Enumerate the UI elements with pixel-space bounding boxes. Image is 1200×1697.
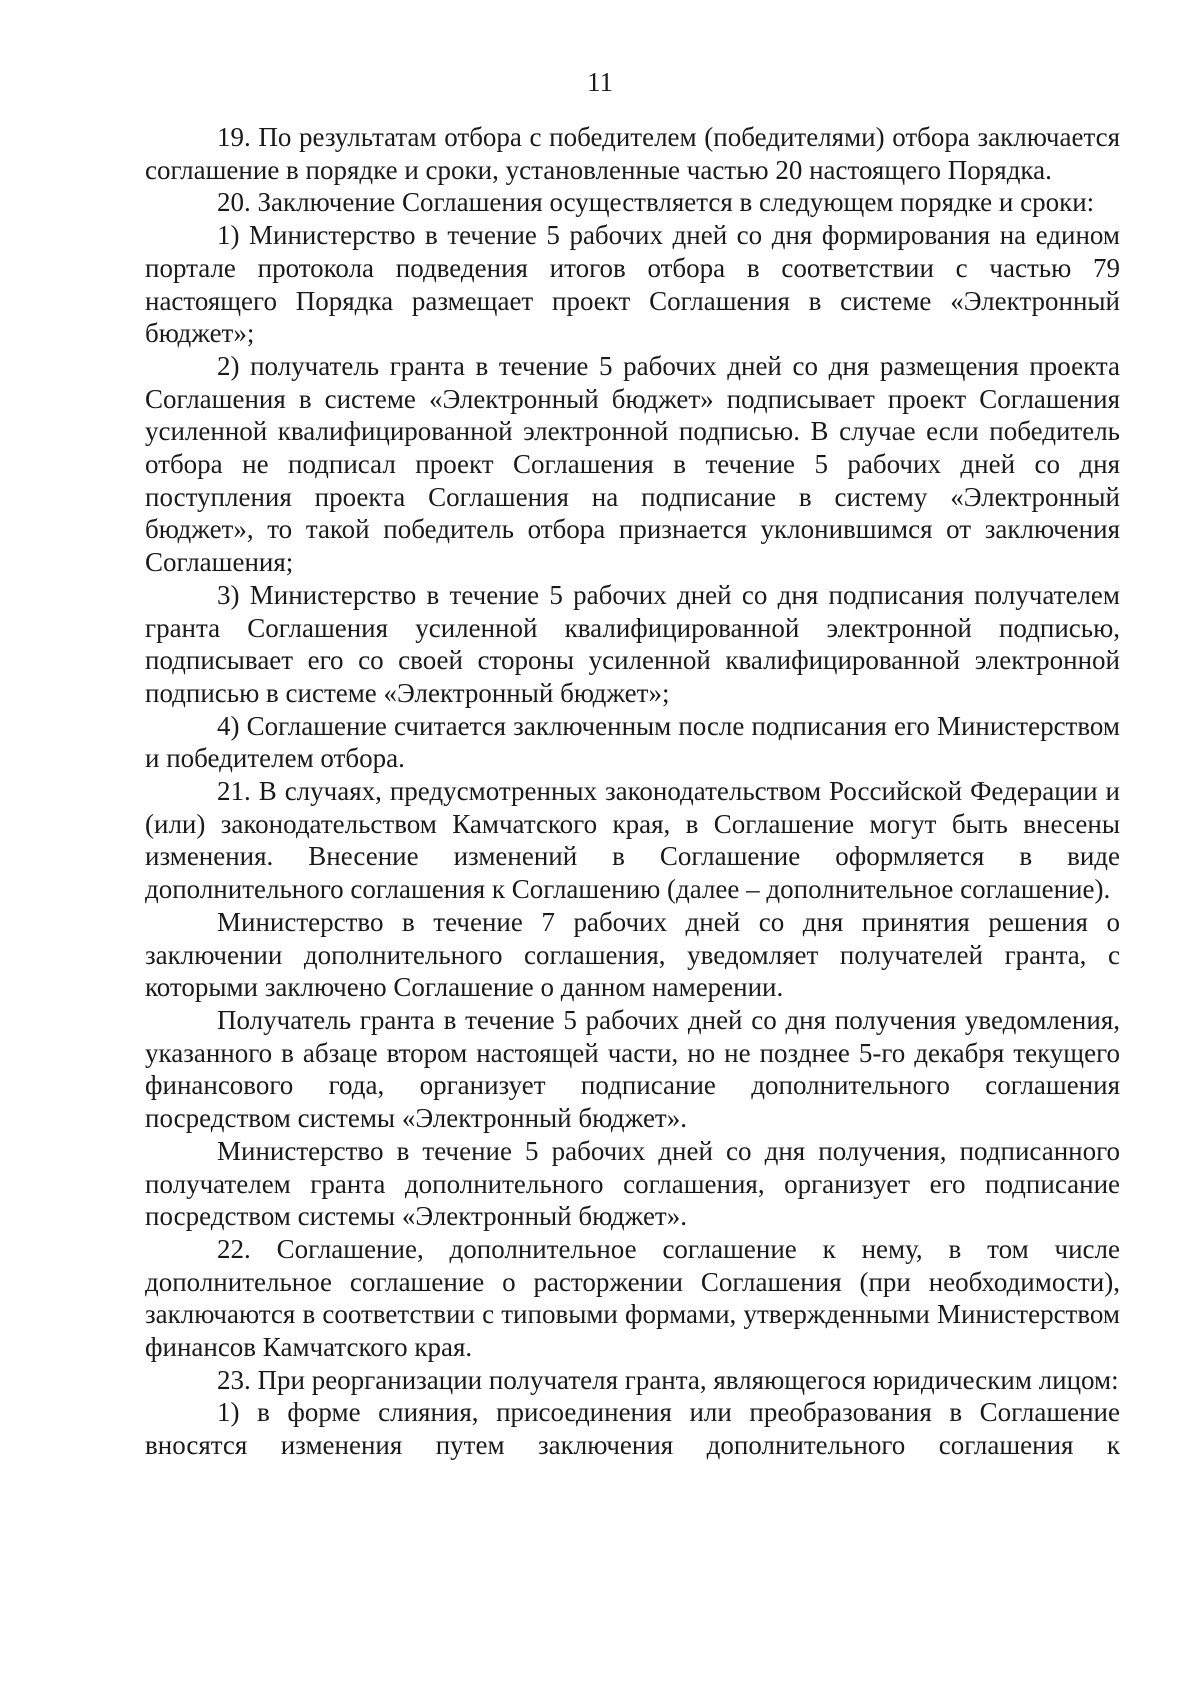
- page-number: 11: [587, 67, 613, 97]
- paragraph-21: 21. В случаях, предусмотренных законодательством Российской Федерации и (или) законодательством Камчатского края, в Соглашение могут быть внесены изменения. Внесение изменений в Соглашение оформляется в виде дополнительного соглашения к Соглашению (далее – дополнительное соглашение).: [145, 776, 1120, 905]
- paragraph-19: 19. По результатам отбора с победителем (победителями) отбора заключается соглашение в порядке и сроки, установленные частью 20 настоящего Порядка.: [145, 122, 1120, 185]
- paragraph-21-abzac-3: Получатель гранта в течение 5 рабочих дней со дня получения уведомления, указанного в абзаце втором настоящей части, но не позднее 5-го декабря текущего финансового года, организует подписание дополнительного соглашения посредством системы «Электронный бюджет».: [145, 1004, 1120, 1134]
- paragraph-21-abzac-4: Министерство в течение 5 рабочих дней со дня получения, подписанного получателем гранта дополнительного соглашения, организует его подписание посредством системы «Электронный бюджет».: [145, 1135, 1120, 1232]
- paragraph-20-item-4: 4) Соглашение считается заключенным после подписания его Министерством и победителем отбора.: [145, 710, 1120, 774]
- paragraph-23: 23. При реорганизации получателя гранта, являющегося юридическим лицом:: [217, 1364, 1119, 1395]
- paragraph-23-item-1: 1) в форме слияния, присоединения или преобразования в Соглашение вносятся изменения путем заключения дополнительного соглашения к: [145, 1397, 1120, 1461]
- paragraph-20: 20. Заключение Соглашения осуществляется в следующем порядке и сроки:: [217, 187, 1095, 218]
- paragraph-20-item-1: 1) Министерство в течение 5 рабочих дней со дня формирования на едином портале протокола подведения итогов отбора в соответствии с частью 79 настоящего Порядка размещает проект Соглашения в системе «Электронный бюджет»;: [145, 220, 1120, 349]
- paragraph-21-abzac-2: Министерство в течение 7 рабочих дней со дня принятия решения о заключении дополнительного соглашения, уведомляет получателей гранта, с которыми заключено Соглашение о данном намерении.: [145, 906, 1120, 1003]
- paragraph-22: 22. Соглашение, дополнительное соглашение к нему, в том числе дополнительное соглашение о расторжении Соглашения (при необходимости), заключаются в соответствии с типовыми формами, утвержденными Министерством финансов Камчатского края.: [145, 1233, 1120, 1363]
- document-body: [145, 121, 1120, 1462]
- paragraph-20-item-2: 2) получатель гранта в течение 5 рабочих дней со дня размещения проекта Соглашения в системе «Электронный бюджет» подписывает проект Соглашения усиленной квалифицированной электронной подписью. В случае если победитель отбора не подписал проект Соглашения в течение 5 рабочих дней со дня поступления проекта Соглашения на подписание в систему «Электронный бюджет», то такой победитель отбора признается уклонившимся от заключения Соглашения;: [145, 350, 1120, 578]
- paragraph-20-item-3: 3) Министерство в течение 5 рабочих дней со дня подписания получателем гранта Соглашения усиленной квалифицированной электронной подписью, подписывает его со своей стороны усиленной квалифицированной электронной подписью в системе «Электронный бюджет»;: [145, 579, 1120, 708]
